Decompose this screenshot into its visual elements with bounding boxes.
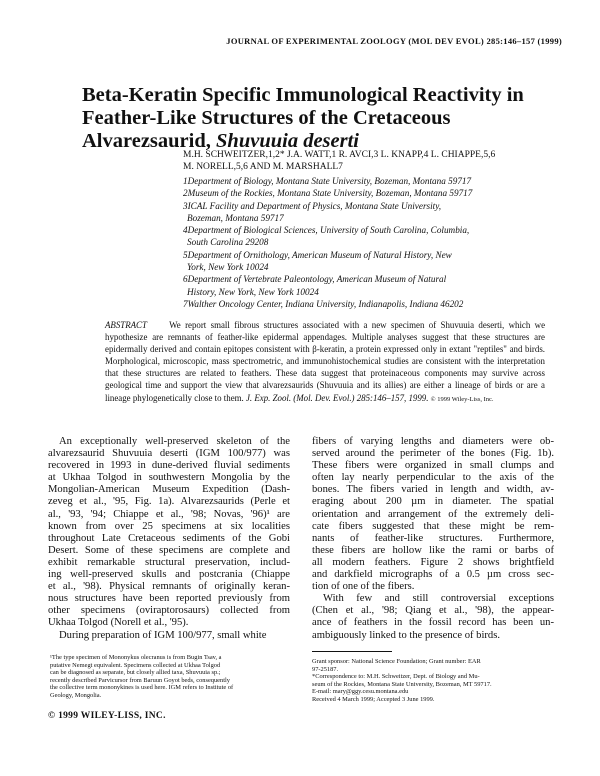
title-line: Feather-Like Structures of the Cretaceous — [82, 107, 451, 129]
body-line: (Chen et al., '98; Qiang et al., '98), the appear- — [312, 605, 554, 617]
affiliation-line: 5Department of Ornithology, American Museum of Natural History, New — [183, 249, 452, 260]
body-line: During preparation of IGM 100/977, small white — [59, 629, 267, 641]
footnote-line: Geology, Mongolia. — [50, 691, 102, 699]
affiliation-line: 4Department of Biological Sciences, University of South Carolina, Columbia, — [183, 225, 470, 236]
footnote-rule — [312, 651, 392, 652]
body-line: other specimens (oviraptorosaurs) collected from — [48, 605, 290, 617]
author-line: M.H. SCHWEITZER,1,2* J.A. WATT,1 R. AVCI,3 L. KNAPP,4 L. CHIAPPE,5,6 — [183, 150, 496, 160]
body-line: These fibers were organized in small clumps and — [312, 460, 554, 472]
title-text: Alvarezsaurid, — [82, 130, 217, 152]
footnote-line: *Correspondence to: M.H. Schweitzer, Dept. of Biology and Mu- — [312, 673, 480, 681]
body-line: ing well-preserved skulls and postcrania (Chiappe — [48, 569, 290, 581]
body-line: often lay nearly perpendicular to the axis of the — [312, 472, 554, 484]
author-line: M. NORELL,5,6 AND M. MARSHALL7 — [183, 162, 343, 172]
body-line: tion of one of the fibers. — [312, 581, 415, 593]
footnotes-left — [50, 654, 290, 700]
body-line: Ukhaa Tolgod (Norell et al., '95). — [48, 617, 189, 629]
body-line: nous structures have been reported previously from — [48, 593, 290, 605]
footnote-line: seum of the Rockies, Montana State University, Bozeman, MT 59717. — [312, 680, 492, 688]
affiliation-line: Bozeman, Montana 59717 — [187, 212, 284, 223]
body-line: fibers of varying lengths and diameters were ob- — [312, 436, 554, 447]
footnote-line: 97-25187. — [312, 665, 339, 673]
body-line: alvarezsaurid Shuvuuia deserti (IGM 100/977) was — [48, 448, 290, 460]
affiliation-line: 6Department of Vertebrate Paleontology, American Museum of Natural — [183, 274, 447, 285]
title-line: Beta-Keratin Specific Immunological Reactivity in — [82, 84, 524, 106]
body-line: all modern feathers. Figure 2 shows brightfield — [312, 556, 554, 568]
body-line: zeveg et al., '95, Fig. 1a). Alvarezsaurids (Perle et — [48, 496, 290, 508]
body-line: Desert. Some of these specimens are complete and — [48, 544, 290, 556]
author-list — [183, 149, 495, 173]
abstract-citation: J. Exp. Zool. (Mol. Dev. Evol.) 285:146–157, 1999. — [245, 392, 429, 403]
affiliation-line: South Carolina 29208 — [187, 237, 269, 248]
body-line: throughout Late Cretaceous sediments of the Gobi — [48, 532, 290, 544]
publisher-copyright: © 1999 WILEY-LISS, INC. — [48, 711, 166, 721]
footnote-line: Received 4 March 1999; Accepted 3 June 1999. — [312, 695, 435, 703]
abstract — [105, 319, 545, 406]
body-line: and darkfield micrographs of a 0.5 µm cross sec- — [312, 569, 554, 581]
body-line: Mongolian-American Museum Expedition (Dash- — [48, 484, 290, 496]
body-column-left — [48, 436, 290, 642]
species-name: Shuvuuia deserti — [216, 130, 359, 152]
footnote-line: Grant sponsor: National Science Foundation; Grant number: EAR — [312, 658, 481, 665]
body-line: served around the perimeter of the bones (Fig. 1b). — [312, 448, 554, 460]
paper-title — [82, 84, 562, 153]
body-line: nants of feather-like structures. Furthermore, — [312, 532, 554, 544]
affiliation-line: York, New York 10024 — [187, 262, 269, 273]
footnote-line: can be diagnosed as separate, but closely allied taxa, Shuvuuia sp.; — [50, 669, 221, 677]
body-line: known from over 25 specimens at six localities — [48, 520, 290, 532]
affiliation-line: 7Walther Oncology Center, Indiana University, Indianapolis, Indiana 46202 — [183, 298, 464, 309]
body-line: these fibers are hollow like the rami or barbs of — [312, 544, 554, 556]
body-line: recovered in 1993 in dune-derived fluvial sediments — [48, 460, 290, 472]
body-line: ambiguously linked to the presence of birds. — [312, 629, 500, 641]
body-line: al., '93, '94; Chiappe et al., '98; Novas, '96)¹ are — [48, 508, 290, 520]
abstract-text: We report small fibrous structures associated with a new specimen of Shuvuuia deserti, which we hypothesize are remnants of feather-like epidermal appendages. Multiple analyses suggest that these structures are epidermally derived and contain epitopes consistent with β-keratin, a protein expressed only in extant "reptiles" and birds. Morphological, microscopic, mass spectrometric, and immunohistochemical studies are consistent with the interpretation that these structures are related to feathers. These data suggest that proteinaceous components may survive across geological time and support the view that alvarezsaurids (Shuvuuia and its allies) are either a lineage of birds or are a lineage phylogenetically close to them. — [105, 320, 546, 403]
footnote-line: E-mail: mary@ggy.cesu.montana.edu — [312, 688, 409, 696]
abstract-label: ABSTRACT — [105, 320, 147, 330]
body-line: ance of feathers in the fossil record has been un- — [312, 617, 554, 629]
journal-header: JOURNAL OF EXPERIMENTAL ZOOLOGY (MOL DEV EVOL) 285:146–157 (1999) — [226, 36, 562, 46]
body-line: at Ukhaa Tolgod in southwestern Mongolia by the — [48, 472, 290, 484]
footnote-line: recently described Parvicursor from Baruun Goyot beds, consequently — [50, 676, 230, 684]
footnote-line: the collective term mononykines is used here. IGM refers to Institute of — [50, 684, 234, 692]
abstract-copyright: © 1999 Wiley-Liss, Inc. — [430, 395, 494, 403]
body-line: cate fibers suggested that these might be rem- — [312, 520, 554, 532]
body-line: exhibit remarkable structural preservation, includ- — [48, 556, 290, 568]
body-line: et al., '98). Physical remnants of originally keran- — [48, 581, 290, 593]
affiliation-line: 1Department of Biology, Montana State University, Bozeman, Montana 59717 — [183, 176, 472, 186]
footnotes-right — [312, 658, 552, 704]
body-line: eraging about 200 µm in diameter. The spatial — [312, 496, 554, 508]
affiliation-line: 3ICAL Facility and Department of Physics, Montana State University, — [183, 200, 442, 211]
body-line: orientation and arrangement of the extremely deli- — [312, 508, 554, 520]
body-line: With few and still controversial exceptions — [323, 593, 554, 605]
body-line: bones. The fibers varied in length and width, av- — [312, 484, 554, 496]
affiliation-line: 2Museum of the Rockies, Montana State University, Bozeman, Montana 59717 — [183, 188, 473, 199]
footnote-line: ¹The type specimen of Mononykus olecranus is from Bugin Tsav, a — [50, 654, 222, 661]
body-line: An exceptionally well-preserved skeleton of the — [59, 436, 290, 447]
affiliations — [183, 175, 472, 310]
body-column-right — [312, 436, 554, 642]
footnote-line: putative Nemegt equivalent. Specimens collected at Ukhaa Tolgod — [50, 661, 221, 669]
affiliation-line: History, New York, New York 10024 — [187, 286, 319, 297]
